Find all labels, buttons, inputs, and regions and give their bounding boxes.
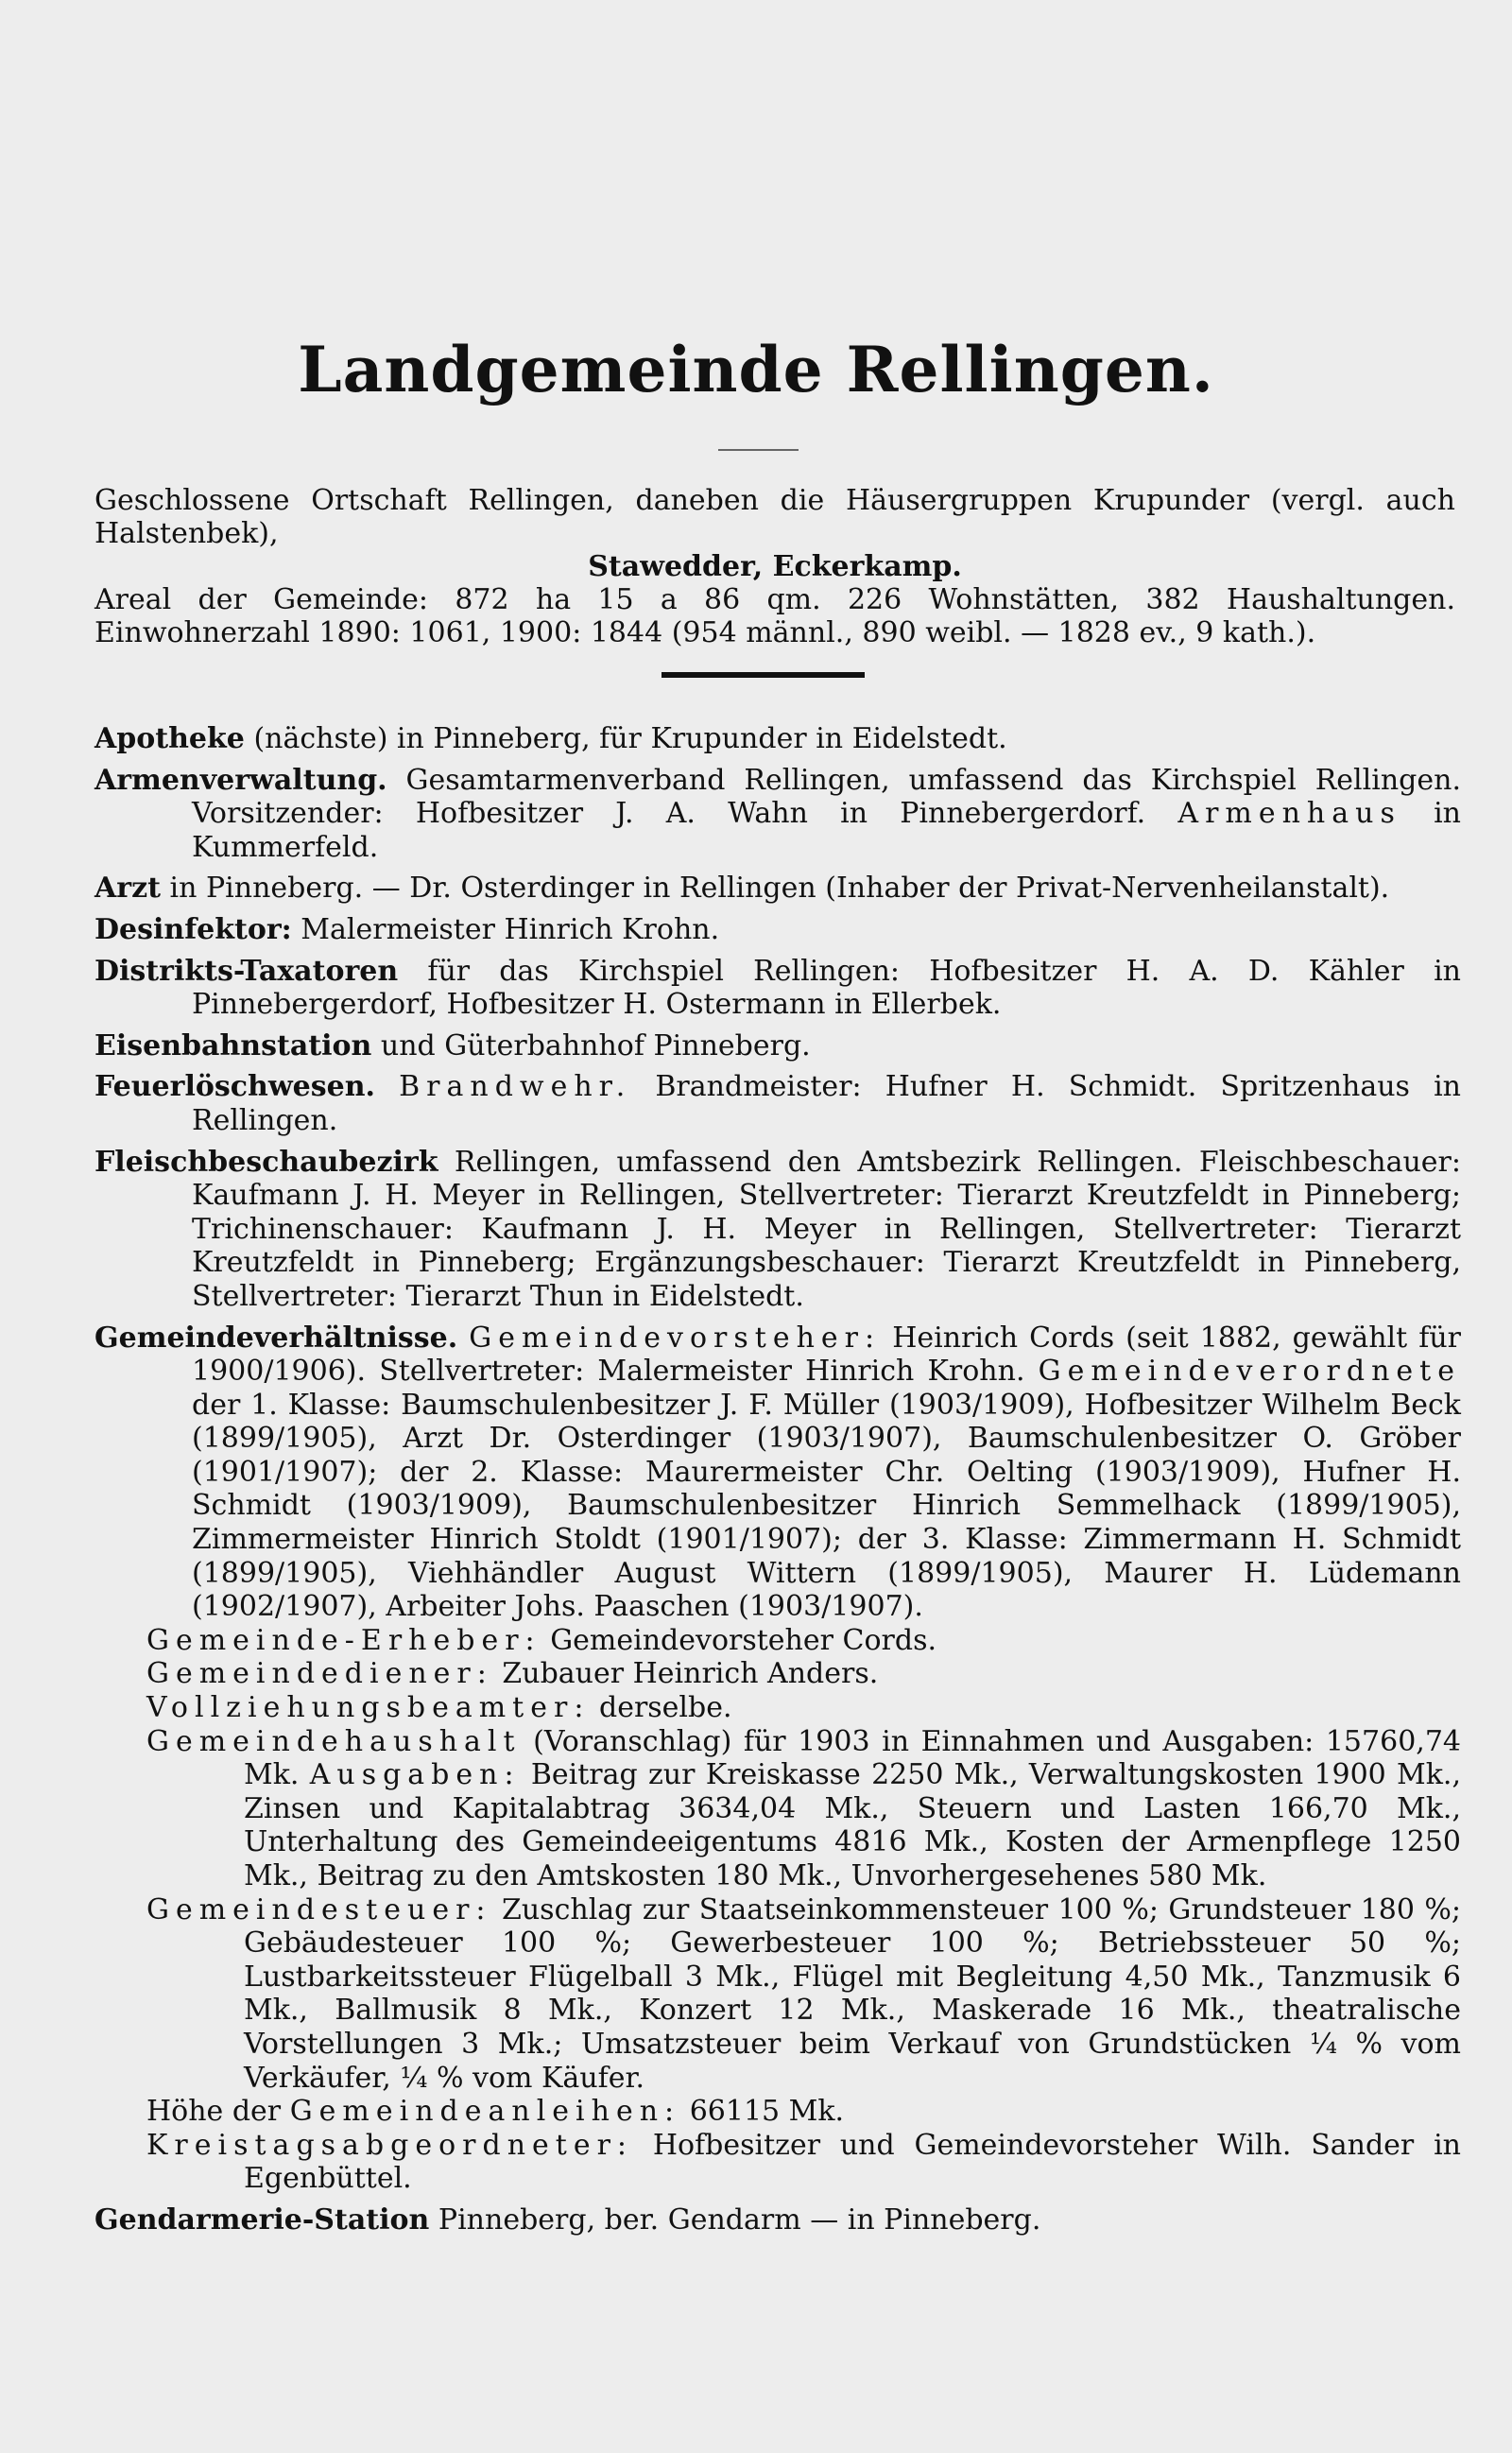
entry-heading: Desinfektor: (94, 912, 292, 946)
entry-text: Hofbesitzer und Gemeindevorsteher Wilh. Sander in Egenbüttel. (244, 2128, 1461, 2196)
entry-spaced-term: Gemeindeverordnete (1038, 1355, 1461, 1389)
entry-text: der 1. Klasse: Baumschulenbesitzer J. F. Müller (1903/1909), Hofbesitzer Wilhelm Beck (1899/1905), Arzt Dr. Osterdinger (1903/1907), Baumschulenbesitzer O. Gröber (1901/1907); der 2. Klasse: Maurermeister Chr. Oelting (1903/1909), Hufner H. Schmidt (1903/1909), Baumschulenbesitzer Hinrich Semmelhack (1899/1905), Zimmermeister Hinrich Stoldt (1901/1907); der 3. Klasse: Zimmermann H. Schmidt (1899/1905), Viehhändler August Wittern (1899/1905), Maurer H. Lüdemann (1902/1907), Arbeiter Johs. Paaschen (1903/1907). (192, 1388, 1461, 1624)
entry-gendarmerie-station (94, 2203, 1461, 2237)
entry-heading: Eisenbahnstation (94, 1028, 372, 1062)
entry-eisenbahnstation (94, 1029, 1461, 1063)
entry-spaced-term: Kreistagsabgeordneter: (146, 2128, 634, 2162)
entry-gemeindehaushalt (94, 1725, 1461, 1893)
entry-text: in Kummerfeld. (192, 797, 1461, 864)
divider-short (718, 449, 799, 451)
entry-text: Höhe der (146, 2095, 282, 2129)
entry-gemeindeverhaeltnisse (94, 1322, 1461, 1624)
entry-text: (nächste) in Pinneberg, für Krupunder in Eidelstedt. (253, 722, 1007, 755)
intro-line-2: Stawedder, Eckerkamp. (588, 550, 962, 583)
entry-text: Beitrag zur Kreiskasse 2250 Mk., Verwaltungskosten 1900 Mk., Zinsen und Kapitalabtrag 3634,04 Mk., Steuern und Lasten 166,70 Mk., Unterhaltung des Gemeindeeigentums 4816 Mk., Kosten der Armenpflege 1250 Mk., Beitrag zu den Amtskosten 180 Mk., Unvorhergesehenes 580 Mk. (244, 1758, 1461, 1892)
intro-line-1: Geschlossene Ortschaft Rellingen, daneben die Häusergruppen Krupunder (vergl. auch Halstenbek), (94, 484, 1455, 550)
entry-spaced-term: Gemeindeanleihen: (289, 2095, 681, 2129)
entry-spaced-term: Armenhaus (1177, 797, 1401, 831)
entry-heading: Fleischbeschaubezirk (94, 1145, 438, 1179)
intro-line-3: Areal der Gemeinde: 872 ha 15 a 86 qm. 226 Wohnstätten, 382 Haushaltungen. Einwohnerzahl 1890: 1061, 1900: 1844 (954 männl., 890 weibl. — 1828 ev., 9 kath.). (94, 583, 1455, 649)
entry-heading: Arzt (94, 872, 161, 906)
entry-fleischbeschaubezirk (94, 1146, 1461, 1314)
entry-text: und Güterbahnhof Pinneberg. (380, 1028, 811, 1062)
entry-text: Malermeister Hinrich Krohn. (301, 912, 720, 946)
divider-thick (662, 672, 865, 678)
entry-desinfektor (94, 913, 1461, 947)
entry-spaced-term: Gemeindehaushalt (146, 1724, 522, 1758)
entry-armenverwaltung (94, 764, 1461, 865)
entry-text: Zubauer Heinrich Anders. (502, 1657, 879, 1691)
entry-spaced-term: Vollziehungsbeamter: (146, 1691, 591, 1725)
entry-heading: Gemeindeverhältnisse. (94, 1321, 458, 1355)
entry-heading: Distrikts-Taxatoren (94, 954, 399, 988)
entry-vollziehungsbeamter (94, 1691, 1461, 1725)
entry-text: Rellingen, umfassend den Amtsbezirk Rellingen. Fleischbeschauer: Kaufmann J. H. Meyer in Rellingen, Stellvertreter: Tierarzt Kreutzfeldt in Pinneberg; Trichinenschauer: Kaufmann J. H. Meyer in Rellingen, Stellvertreter: Tierarzt Kreutzfeldt in Pinneberg; Ergänzungsbeschauer: Tierarzt Kreutzfeldt in Pinneberg, Stellvertreter: Tierarzt Thun in Eidelstedt. (192, 1145, 1461, 1313)
entry-text: 66115 Mk. (689, 2095, 845, 2129)
entry-arzt (94, 872, 1461, 906)
entry-spaced-term: Brandwehr. (399, 1070, 632, 1104)
entry-text: Brandmeister: Hufner H. Schmidt. Spritzenhaus in Rellingen. (192, 1070, 1461, 1137)
entry-text: derselbe. (598, 1691, 732, 1725)
entry-text: (Voranschlag) für 1903 in Einnahmen und Ausgaben: 15760,74 Mk. (244, 1724, 1461, 1792)
entry-spaced-term: Gemeindevorsteher: (469, 1321, 882, 1355)
entry-text: Gemeindevorsteher Cords. (550, 1623, 936, 1657)
entry-kreistagsabgeordneter (94, 2129, 1461, 2196)
entry-spaced-term: Gemeindesteuer: (146, 1892, 492, 1926)
entry-heading: Gendarmerie-Station (94, 2203, 430, 2237)
entry-spaced-term: Ausgaben: (309, 1758, 521, 1792)
entry-text: Heinrich Cords (seit 1882, gewählt für 1900/1906). Stellvertreter: Malermeister Hinrich Krohn. (192, 1321, 1461, 1389)
intro-block (94, 484, 1455, 649)
entry-text: in Pinneberg. — Dr. Osterdinger in Rellingen (Inhaber der Privat-Nervenheilanstalt). (169, 872, 1390, 906)
entry-heading: Feuerlöschwesen. (94, 1070, 375, 1104)
entry-text: Pinneberg, ber. Gendarm — in Pinneberg. (438, 2203, 1041, 2237)
entry-gemeinde-erheber (94, 1624, 1461, 1658)
entry-gemeindesteuer (94, 1893, 1461, 2096)
entry-gemeindeanleihen (94, 2095, 1461, 2129)
entry-spaced-term: Gemeinde-Erheber: (146, 1623, 541, 1657)
page-title: Landgemeinde Rellingen. (298, 333, 1214, 406)
entries-block (94, 722, 1461, 2245)
entry-text: Gesamtarmenverband Rellingen, umfassend das Kirchspiel Rellingen. Vorsitzender: Hofbesitzer J. A. Wahn in Pinnebergerdorf. (192, 763, 1461, 831)
entry-spaced-term: Gemeindediener: (146, 1657, 493, 1691)
entry-text: Zuschlag zur Staatseinkommensteuer 100 %; Grundsteuer 180 %; Gebäudesteuer 100 %; Gewerbesteuer 100 %; Betriebssteuer 50 %; Lustbarkeitssteuer Flügelball 3 Mk., Flügel mit Begleitung 4,50 Mk., Tanzmusik 6 Mk., Ballmusik 8 Mk., Konzert 12 Mk., Maskerade 16 Mk., theatralische Vorstellungen 3 Mk.; Umsatzsteuer beim Verkauf von Grundstücken ¼ % vom Verkäufer, ¼ % vom Käufer. (244, 1892, 1461, 2095)
entry-apotheke (94, 722, 1461, 756)
entry-heading: Apotheke (94, 722, 245, 755)
entry-distrikts-taxatoren (94, 955, 1461, 1022)
entry-feuerloeschwesen (94, 1070, 1461, 1137)
entry-gemeindediener (94, 1657, 1461, 1691)
entry-text: für das Kirchspiel Rellingen: Hofbesitzer H. A. D. Kähler in Pinnebergerdorf, Hofbesitzer H. Ostermann in Ellerbek. (192, 954, 1461, 1022)
entry-heading: Armenverwaltung. (94, 763, 387, 797)
